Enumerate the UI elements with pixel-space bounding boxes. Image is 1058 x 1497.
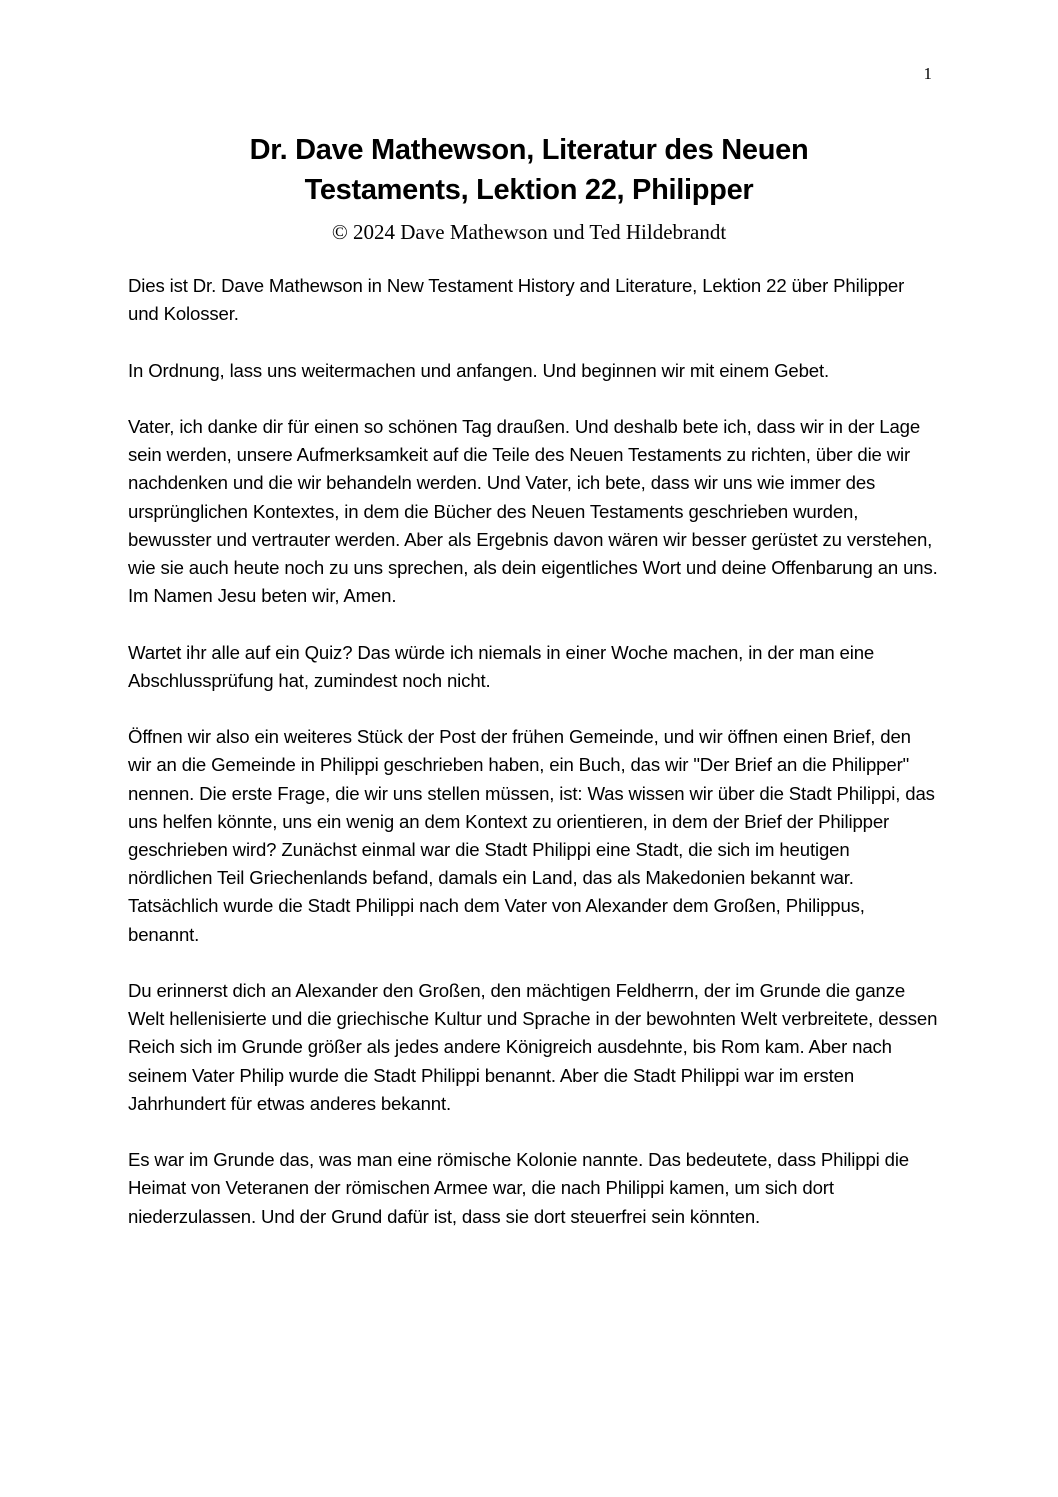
paragraph-alexander: Du erinnerst dich an Alexander den Großen, den mächtigen Feldherrn, der im Grunde die ganze Welt hellenisierte und die griechische Kultur und Sprache in der bewohnten Welt verbreitete, dessen Reich sich im Grunde größer als jedes andere Königreich ausdehnte, bis Rom kam. Aber nach seinem Vater Philip wurde die Stadt Philippi benannt. Aber die Stadt Philippi war im ersten Jahrhundert für etwas anderes bekannt. (128, 980, 938, 1114)
paragraph-intro: Dies ist Dr. Dave Mathewson in New Testament History and Literature, Lektion 22 über Philipper und Kolosser. (128, 275, 905, 325)
paragraph-quiz: Wartet ihr alle auf ein Quiz? Das würde ich niemals in einer Woche machen, in der man eine Abschlussprüfung hat, zumindest noch nicht. (128, 641, 875, 691)
document-title (128, 130, 930, 210)
title-line-2: Testaments, Lektion 22, Philipper (304, 174, 754, 206)
paragraph-roman-colony: Es war im Grunde das, was man eine römische Kolonie nannte. Das bedeutete, dass Philippi die Heimat von Veteranen der römischen Armee war, die nach Philippi kamen, um sich dort niederzulassen. Und der Grund dafür ist, dass sie dort steuerfrei sein könnten. (128, 1149, 910, 1227)
page-number: 1 (923, 64, 932, 83)
paragraph-opening: In Ordnung, lass uns weitermachen und anfangen. Und beginnen wir mit einem Gebet. (128, 359, 830, 381)
title-line-1: Dr. Dave Mathewson, Literatur des Neuen (249, 134, 809, 166)
document-body (128, 272, 938, 1259)
paragraph-philippi-city: Öffnen wir also ein weiteres Stück der Post der frühen Gemeinde, und wir öffnen einen Brief, den wir an die Gemeinde in Philippi geschrieben haben, ein Buch, das wir "Der Brief an die Philipper" nennen. Die erste Frage, die wir uns stellen müssen, ist: Was wissen wir über die Stadt Philippi, das uns helfen könnte, uns ein wenig an dem Kontext zu orientieren, in dem der Brief der Philipper geschrieben wird? Zunächst einmal war die Stadt Philippi eine Stadt, die sich im heutigen nördlichen Teil Griechenlands befand, damals ein Land, das als Makedonien bekannt war. Tatsächlich wurde die Stadt Philippi nach dem Vater von Alexander dem Großen, Philippus, benannt. (128, 726, 935, 945)
paragraph-prayer: Vater, ich danke dir für einen so schönen Tag draußen. Und deshalb bete ich, dass wir in der Lage sein werden, unsere Aufmerksamkeit auf die Teile des Neuen Testaments zu richten, über die wir nachdenken und die wir behandeln werden. Und Vater, ich bete, dass wir uns wie immer des ursprünglichen Kontextes, in dem die Bücher des Neuen Testaments geschrieben wurden, bewusster und vertrauter werden. Aber als Ergebnis davon wären wir besser gerüstet zu verstehen, wie sie auch heute noch zu uns sprechen, als dein eigentliches Wort und deine Offenbarung an uns. Im Namen Jesu beten wir, Amen. (128, 415, 938, 607)
copyright-line: © 2024 Dave Mathewson und Ted Hildebrandt (331, 220, 727, 244)
